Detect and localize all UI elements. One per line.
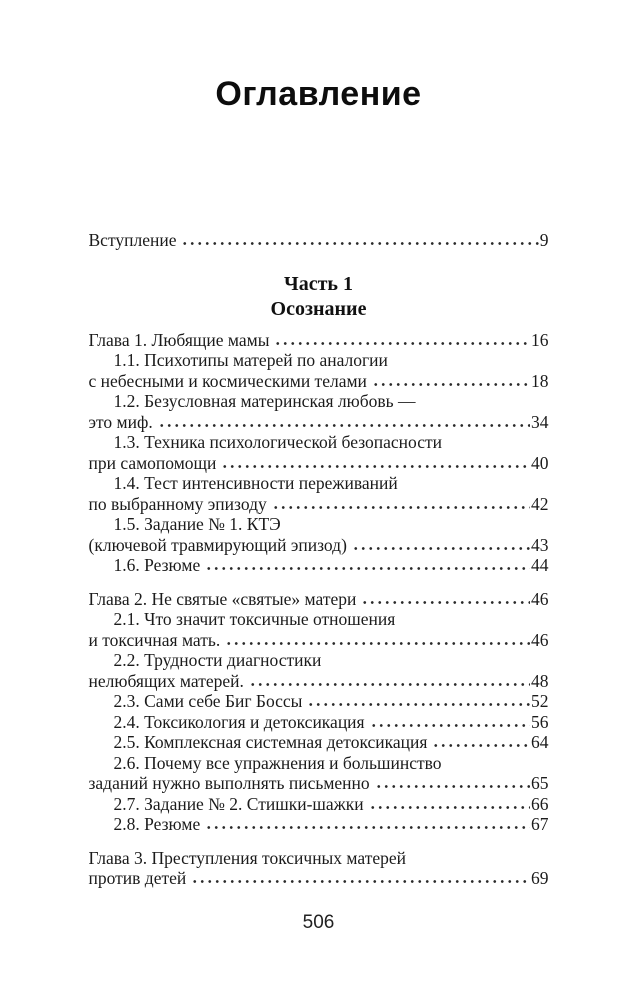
- toc-entry-page-number: 66: [531, 793, 549, 814]
- toc-entry-leader-line: [89, 630, 549, 651]
- toc-entry-text: 1.4. Тест интенсивности переживаний: [113, 473, 398, 493]
- dot-leader: [181, 240, 538, 246]
- toc-entry-text: 1.1. Психотипы матерей по аналогии: [113, 350, 388, 370]
- page-number: 506: [302, 911, 335, 933]
- toc-entry: [89, 432, 549, 473]
- toc-entry-page-number: 42: [531, 493, 549, 514]
- toc-entry-text: против детей: [88, 868, 187, 888]
- toc-entry-page-number: 16: [531, 329, 549, 350]
- toc-entry-leader-line: [89, 712, 549, 733]
- dot-leader: [205, 565, 530, 571]
- toc-entry-leader-line: [89, 453, 549, 474]
- toc-entry-text: Глава 2. Не святые «святые» матери: [88, 588, 357, 609]
- toc-entry-text: Глава 1. Любящие мамы: [88, 329, 270, 350]
- toc-entry: [89, 732, 549, 753]
- toc-entry-leader-line: [89, 732, 549, 753]
- toc-entry-page-number: 34: [531, 411, 549, 432]
- toc-entry-page-number: 52: [531, 691, 549, 711]
- toc-chapter-group: [89, 330, 549, 576]
- toc-entry-text: 2.1. Что значит токсичные отношения: [113, 609, 396, 629]
- dot-leader: [221, 463, 530, 469]
- toc-entry-page-number: 46: [531, 588, 549, 609]
- toc-entry-text: 1.6. Резюме: [113, 555, 201, 575]
- dot-leader: [370, 722, 530, 728]
- toc-entry-leader-line: [89, 371, 549, 392]
- toc-entry-text: по выбранному эпизоду: [88, 493, 267, 514]
- toc-entry: [89, 712, 549, 733]
- toc-entry: [89, 391, 549, 432]
- toc-entry-leader-line: [89, 330, 549, 351]
- toc-entry: [89, 814, 549, 835]
- toc-entry: [89, 330, 549, 351]
- toc-chapter-group: [89, 589, 549, 835]
- toc-entry: [89, 794, 549, 815]
- dot-leader: [432, 742, 530, 748]
- toc-entry-text: и токсичная мать.: [88, 629, 221, 650]
- toc-entry-text: 2.5. Комплексная системная детоксикация: [113, 732, 428, 752]
- dot-leader: [352, 545, 530, 551]
- toc-entry: [89, 230, 549, 251]
- toc-entry-leader-line: [89, 773, 549, 794]
- toc-entry-text: нелюбящих матерей.: [88, 670, 244, 691]
- toc-entry-page-number: 69: [531, 868, 549, 888]
- toc-entry-text: с небесными и космическими телами: [88, 370, 367, 391]
- dot-leader: [205, 824, 530, 830]
- toc-entry-leader-line: [89, 555, 549, 576]
- toc-entry-leader-line: [89, 794, 549, 815]
- toc-entry-text: 1.2. Безусловная материнская любовь —: [113, 391, 416, 411]
- toc-entry-text: это миф.: [88, 411, 153, 432]
- toc-entry-page-number: 64: [531, 732, 549, 752]
- toc-entry-text: 2.6. Почему все упражнения и большинство: [113, 752, 442, 773]
- toc-entry-page-number: 40: [531, 452, 549, 473]
- toc-entry-page-number: 56: [531, 711, 549, 732]
- toc-entry-text: заданий нужно выполнять письменно: [88, 773, 370, 793]
- toc-entry-leader-line: [89, 412, 549, 433]
- dot-leader: [225, 640, 530, 646]
- dot-leader: [372, 381, 530, 387]
- toc-entry-page-number: 65: [531, 773, 549, 793]
- toc-entry-text: 1.3. Техника психологической безопасности: [113, 432, 442, 452]
- toc-entry: [89, 691, 549, 712]
- toc-entry-leader-line: [89, 589, 549, 610]
- dot-leader: [375, 783, 530, 789]
- toc-entry: [89, 848, 549, 889]
- toc-entry-page-number: 48: [531, 670, 549, 691]
- toc-entry-text: 2.2. Трудности диагностики: [113, 650, 322, 670]
- dot-leader: [158, 422, 530, 428]
- toc-entry-text: 2.7. Задание № 2. Стишки-шажки: [113, 793, 364, 814]
- toc-entry-text: 2.4. Токсикология и детоксикация: [113, 711, 365, 732]
- dot-leader: [369, 804, 530, 810]
- toc-entry-page-number: 9: [539, 230, 549, 250]
- dot-leader: [361, 599, 530, 605]
- toc-entry-leader-line: [89, 230, 549, 251]
- table-of-contents: [89, 230, 549, 889]
- toc-entry-leader-line: [89, 868, 549, 889]
- toc-entry-page-number: 44: [531, 555, 549, 575]
- page-title: Оглавление: [215, 75, 422, 113]
- toc-entry: [89, 650, 549, 691]
- toc-entry: [89, 350, 549, 391]
- dot-leader: [249, 681, 530, 687]
- toc-entry-text: Вступление: [88, 230, 177, 250]
- toc-entry-page-number: 43: [531, 534, 549, 555]
- toc-entry-text: 2.3. Сами себе Биг Боссы: [113, 691, 303, 711]
- toc-entry-leader-line: [89, 494, 549, 515]
- dot-leader: [274, 340, 530, 346]
- toc-entry-leader-line: [89, 814, 549, 835]
- toc-entry: [89, 609, 549, 650]
- dot-leader: [191, 878, 530, 884]
- toc-entry-page-number: 18: [531, 370, 549, 391]
- toc-entry: [89, 473, 549, 514]
- toc-entry-page-number: 67: [531, 814, 549, 834]
- part-heading-number: Часть 1: [284, 272, 353, 295]
- part-heading-title: Осознание: [270, 297, 367, 320]
- toc-entry-leader-line: [89, 691, 549, 712]
- toc-entry-leader-line: [89, 671, 549, 692]
- toc-entry-text: 1.5. Задание № 1. КТЭ: [113, 514, 281, 534]
- toc-entry: [89, 514, 549, 555]
- toc-intro-section: [89, 230, 549, 251]
- toc-entry-page-number: 46: [531, 629, 549, 650]
- toc-entry-text: 2.8. Резюме: [113, 814, 201, 834]
- toc-entry: [89, 555, 549, 576]
- dot-leader: [272, 504, 530, 510]
- toc-chapter-group: [89, 848, 549, 889]
- toc-entry-text: при самопомощи: [88, 452, 217, 473]
- toc-entry: [89, 589, 549, 610]
- toc-groups: [89, 330, 549, 889]
- toc-entry-text: Глава 3. Преступления токсичных матерей: [88, 847, 407, 868]
- toc-entry: [89, 753, 549, 794]
- toc-entry-text: (ключевой травмирующий эпизод): [88, 534, 347, 555]
- toc-entry-leader-line: [89, 535, 549, 556]
- part-heading: [89, 272, 549, 322]
- dot-leader: [307, 701, 530, 707]
